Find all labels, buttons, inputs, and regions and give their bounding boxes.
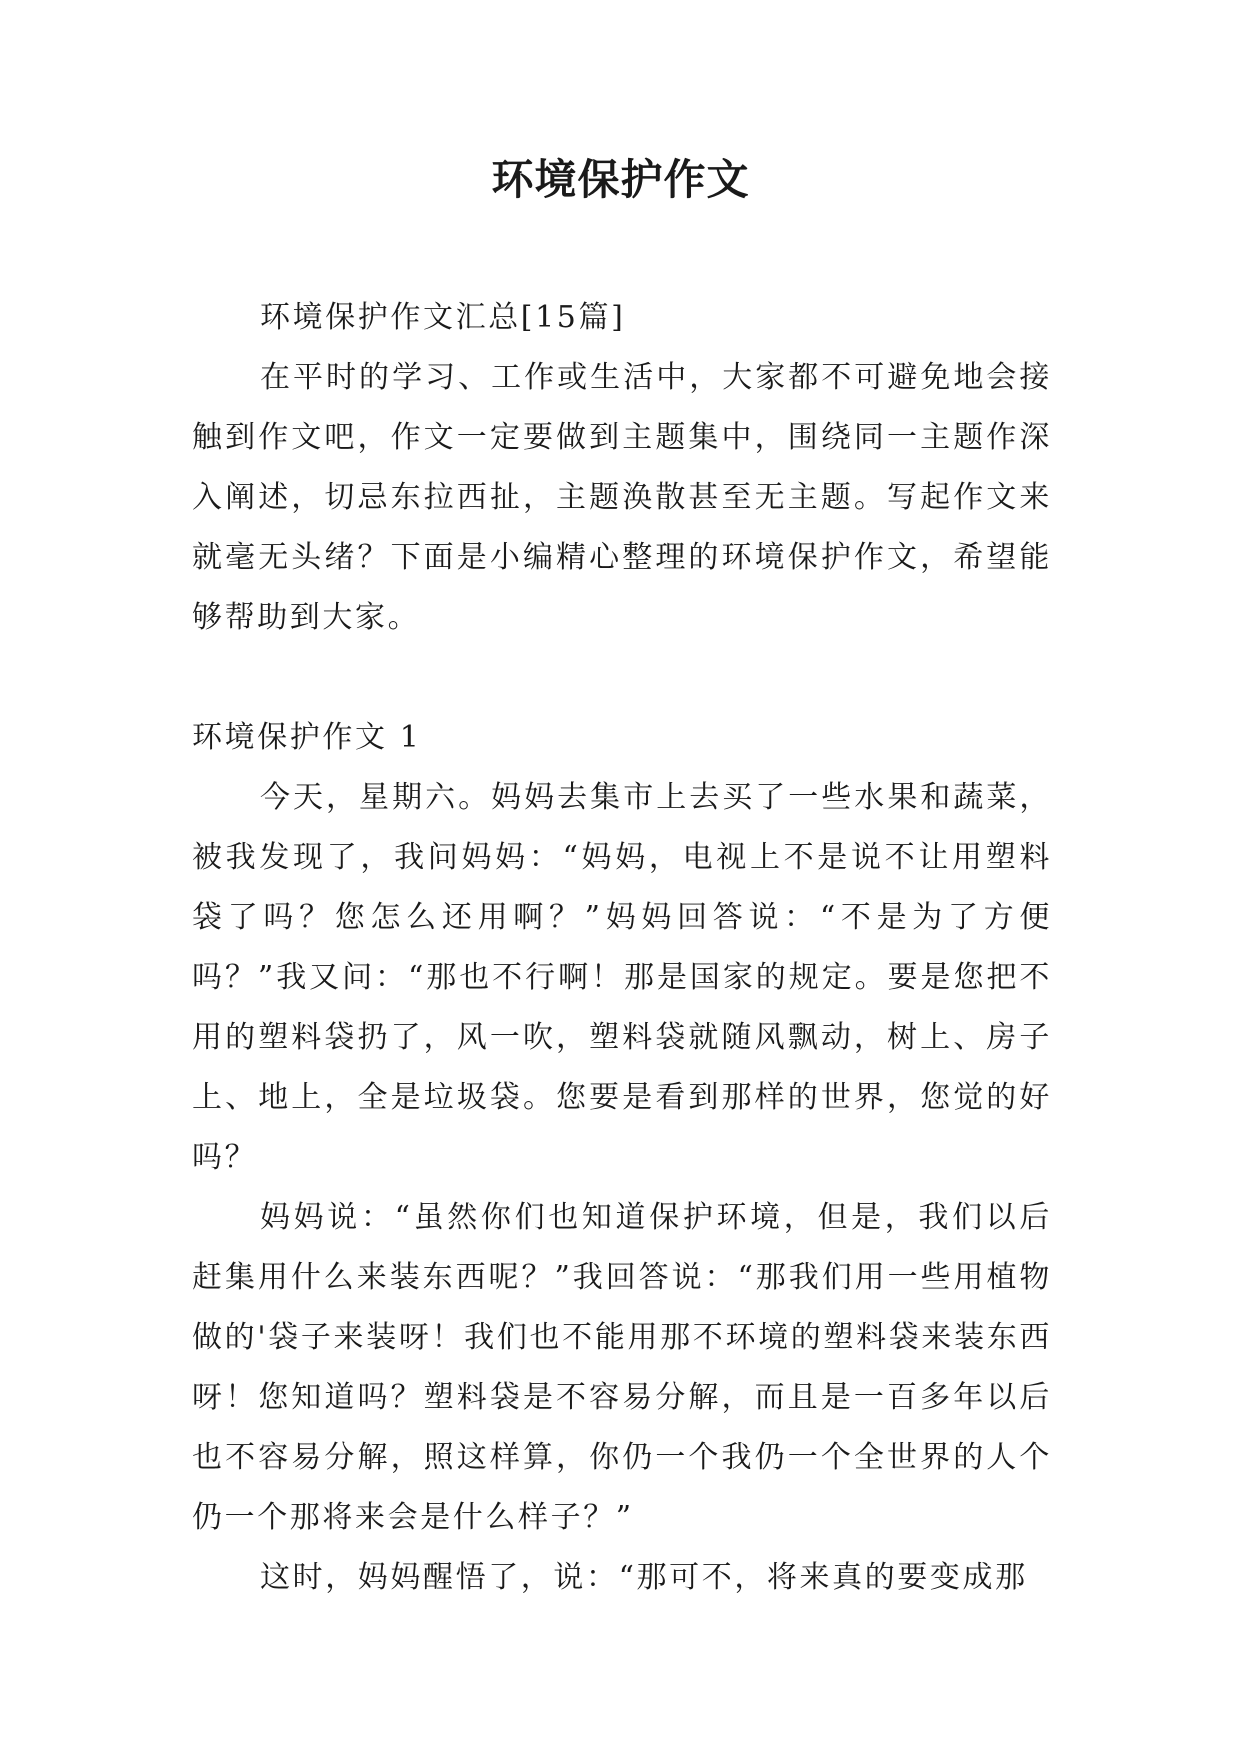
essay-paragraph: 这时，妈妈醒悟了，说：“那可不，将来真的要变成那	[260, 1560, 1028, 1595]
essay-heading: 环境保护作文 1	[192, 720, 422, 755]
intro-paragraph: 在平时的学习、工作或生活中，大家都不可避免地会接触到作文吧，作文一定要做到主题集中，围绕同一主题作深入阐述，切忌东拉西扯，主题涣散甚至无主题。写起作文来就毫无头绪？下面是小编精心整理的环境保护作文，希望能够帮助到大家。	[192, 360, 1052, 635]
document-title: 环境保护作文	[491, 155, 750, 204]
essay-paragraph: 今天，星期六。妈妈去集市上去买了一些水果和蔬菜，被我发现了，我问妈妈：“妈妈，电视上不是说不让用塑料袋了吗？您怎么还用啊？”妈妈回答说：“不是为了方便吗？”我又问：“那也不行啊！那是国家的规定。要是您把不用的塑料袋扔了，风一吹，塑料袋就随风飘动，树上、房子上、地上，全是垃圾袋。您要是看到那样的世界，您觉的好吗？	[192, 780, 1052, 1175]
essay-paragraph: 妈妈说：“虽然你们也知道保护环境，但是，我们以后赶集用什么来装东西呢？”我回答说：“那我们用一些用植物做的'袋子来装呀！我们也不能用那不环境的塑料袋来装东西呀！您知道吗？塑料袋是不容易分解，而且是一百多年以后也不容易分解，照这样算，你仍一个我仍一个全世界的人个仍一个那将来会是什么样子？”	[192, 1200, 1052, 1535]
subtitle-line: 环境保护作文汇总[15篇]	[260, 300, 626, 335]
document-body	[192, 288, 1052, 1608]
